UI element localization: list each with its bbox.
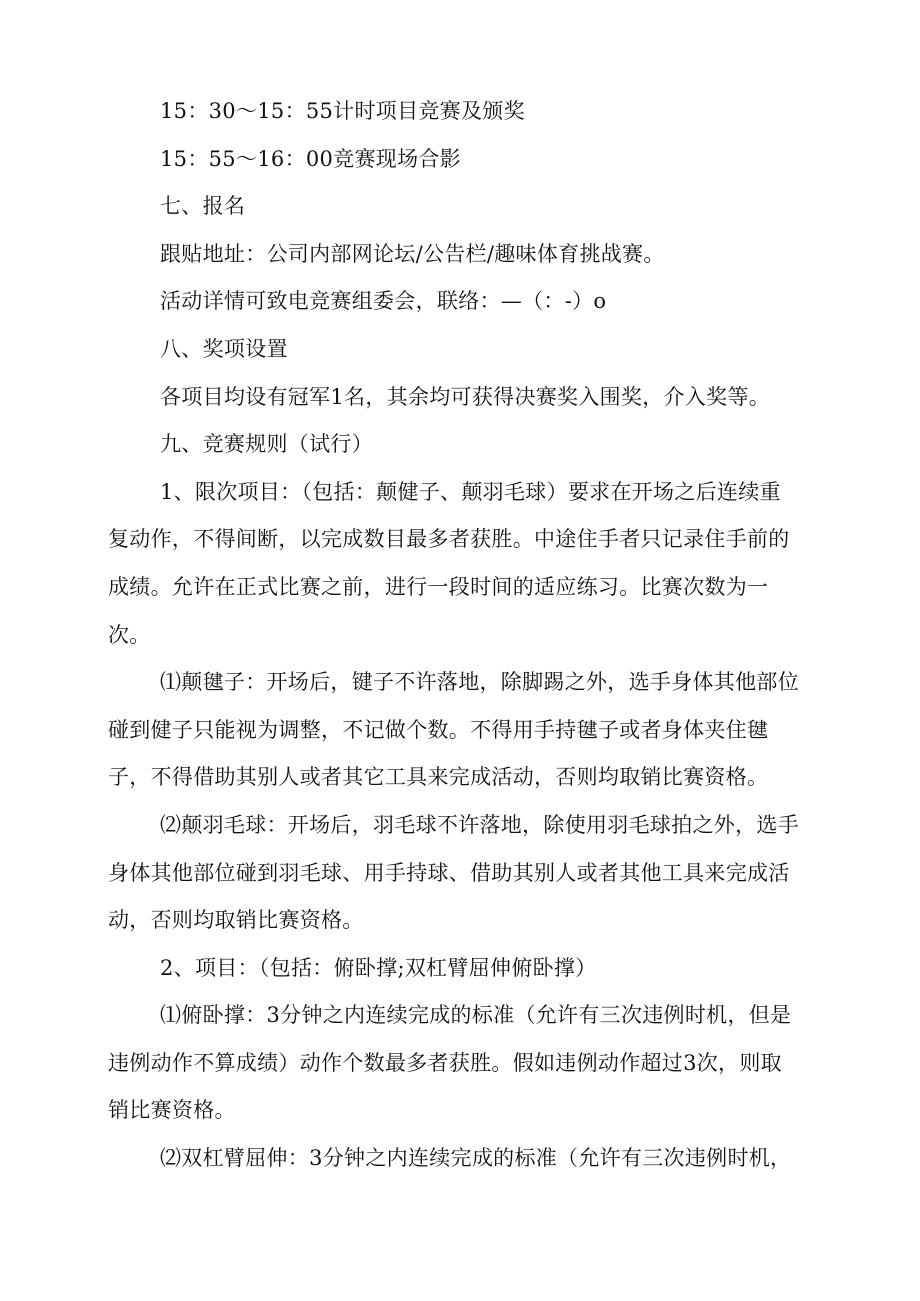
- paragraph-line: ⑴俯卧撑：3分钟之内连续完成的标准（允许有三次违例时机，但是: [160, 1003, 792, 1028]
- paragraph-line: ⑵颠羽毛球：开场后，羽毛球不许落地，除使用羽毛球拍之外，选手: [160, 812, 799, 837]
- paragraph-line: 复动作，不得间断，以完成数目最多者获胜。中途住手者只记录住手前的: [108, 527, 790, 552]
- schedule-line-1: 15：30～15：55计时项目竞赛及颁奖: [160, 99, 525, 123]
- paragraph-line: 成绩。允许在正式比赛之前，进行一段时间的适应练习。比赛次数为一: [108, 574, 769, 599]
- paragraph-line: 销比赛资格。: [108, 1098, 236, 1123]
- paragraph-line: 身体其他部位碰到羽毛球、用手持球、借助其别人或者其他工具来完成活: [108, 860, 790, 885]
- paragraph-line: 跟贴地址：公司内部网论坛/公告栏/趣味体育挑战赛。: [160, 241, 665, 266]
- paragraph-line: 碰到健子只能视为调整，不记做个数。不得用手持毽子或者身体夹住毽: [108, 717, 769, 742]
- section-heading-awards: 八、奖项设置: [160, 336, 288, 361]
- paragraph-line: 动，否则均取销比赛资格。: [108, 908, 364, 933]
- paragraph-line: 活动详情可致电竞赛组委会，联络：—（：-）o: [160, 289, 607, 314]
- schedule-line-2: 15：55～16：00竞赛现场合影: [160, 146, 461, 171]
- paragraph-line: 2、项目：（包括：俯卧撑;双杠臂屈伸俯卧撑）: [160, 955, 597, 980]
- paragraph-line: 1、限次项目：（包括：颠健子、颠羽毛球）要求在开场之后连续重: [160, 479, 781, 504]
- paragraph-line: 次。: [108, 622, 151, 647]
- document-body: [108, 88, 808, 1183]
- section-heading-rules: 九、竞赛规则（试行）: [160, 432, 373, 457]
- paragraph-line: 各项目均设有冠军1名，其余均可获得决赛奖入围奖，介入奖等。: [160, 384, 771, 409]
- paragraph-line: ⑴颠毽子：开场后，键子不许落地，除脚踢之外，选手身体其他部位: [160, 670, 799, 695]
- section-heading-registration: 七、报名: [160, 194, 246, 219]
- paragraph-line: 违例动作不算成绩）动作个数最多者获胜。假如违例动作超过3次，则取: [108, 1050, 782, 1075]
- paragraph-line: ⑵双杠臂屈伸：3分钟之内连续完成的标准（允许有三次违例时机，: [160, 1146, 792, 1171]
- paragraph-line: 子，不得借助其别人或者其它工具来完成活动，否则均取销比赛资格。: [108, 765, 769, 790]
